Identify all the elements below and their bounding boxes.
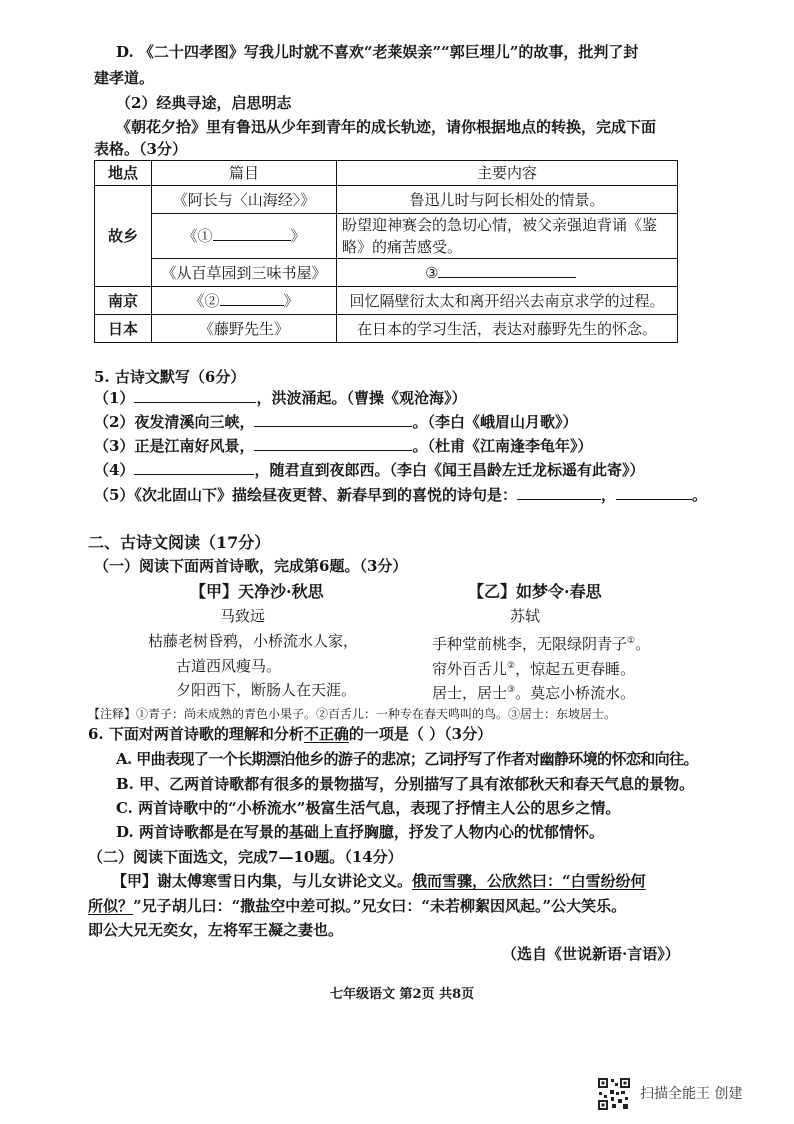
content-line: 盼望迎神赛会的急切心情，被父亲强迫背诵《鉴 (342, 216, 658, 234)
footnote-mark: ① (627, 636, 636, 646)
q5-blank4-input[interactable] (134, 460, 254, 475)
q5-line5-end: 。 (691, 486, 707, 504)
poem-b-line-end: 。莫忘小桥流水。 (515, 684, 636, 702)
page-footer: 七年级语文 第2页 共8页 (330, 987, 475, 1002)
q5-blank1-input[interactable] (134, 388, 256, 403)
place-nanjing: 南京 (95, 287, 152, 315)
q5-line3-text: （3）正是江南好风景， (94, 437, 255, 455)
passage-line1 (112, 871, 646, 891)
q5-line1-num: （1） (94, 389, 135, 407)
poem-a-author: 马致远 (220, 607, 266, 625)
q5-line2-text: （2）夜发清溪向三峡， (94, 413, 255, 431)
footnote-mark: ② (507, 661, 516, 671)
content-cell: 回忆隔壁衍太太和离开绍兴去南京求学的过程。 (337, 287, 678, 315)
chaohua-xishi-table (94, 160, 678, 343)
q5-line2 (94, 412, 577, 432)
q5-line5-comma: ， (600, 486, 616, 504)
content-line: 略》的痛苦感受。 (342, 238, 463, 256)
content-cell: 在日本的学习生活，表达对藤野先生的怀念。 (337, 315, 678, 343)
poem-a-title: 【甲】天净沙·秋思 (190, 582, 324, 601)
q6-option-d[interactable]: D. 两首诗歌都是在写景的基础上直抒胸臆，抒发了人物内心的忧郁情怀。 (116, 823, 604, 841)
q5-line5 (94, 485, 707, 505)
section-2-title: 二、古诗文阅读（17分） (88, 533, 271, 552)
header-content: 主要内容 (337, 161, 678, 186)
title-cell: 《阿长与〈山海经〉》 (152, 186, 337, 214)
header-place: 地点 (95, 161, 152, 186)
poem-b-line-text: 手种堂前桃李，无限绿阴青子 (432, 635, 628, 653)
title-open: 《② (189, 291, 220, 310)
q5-blank6-input[interactable] (616, 485, 692, 500)
qr-code-icon (597, 1077, 631, 1111)
q5-line4 (94, 460, 644, 480)
poem-b-line-text: 居士，居士 (432, 684, 508, 702)
option-d-line1: D. 《二十四孝图》写我儿时就不喜欢“老莱娱亲”“郭巨埋儿”的故事，批判了封 (116, 43, 639, 61)
table-row (95, 214, 678, 259)
passage-underlined: 所似？ (88, 897, 134, 915)
poem-a-line: 枯藤老树昏鸦，小桥流水人家， (148, 632, 359, 650)
q5-line3-source: 。（杜甫《江南逢李龟年》） (412, 437, 593, 455)
q5-line3 (94, 436, 592, 456)
q5-line1-text: ，洪波涌起。（曹操《观沧海》） (256, 389, 467, 407)
q6-stem-tail: 的一项是（ ）（3分） (348, 725, 493, 743)
q5-blank3-input[interactable] (254, 436, 412, 451)
table-row (95, 186, 678, 214)
title-blank-cell (152, 214, 337, 259)
poem-b-line-end: 。 (635, 635, 651, 653)
q5-title: 5. 古诗文默写（6分） (94, 368, 246, 386)
q6-option-c[interactable]: C. 两首诗歌中的“小桥流水”极富生活气息，表现了抒情主人公的思乡之情。 (116, 799, 621, 817)
title-cell: 《藤野先生》 (152, 315, 337, 343)
q6-option-b[interactable]: B. 甲、乙两首诗歌都有很多的景物描写，分别描写了具有浓郁秋天和春天气息的景物。 (116, 775, 695, 793)
q6-option-a[interactable]: A. 甲曲表现了一个长期漂泊他乡的游子的悲凉；乙词抒写了作者对幽静环境的怀恋和向往。 (116, 750, 698, 768)
poem-b-title: 【乙】如梦令·春思 (468, 582, 602, 601)
q5-line4-num: （4） (94, 461, 135, 479)
q5-line2-source: 。（李白《峨眉山月歌》） (412, 413, 578, 431)
title-close: 》 (283, 291, 299, 310)
footnote-mark: ③ (507, 685, 516, 695)
blank-3-mark: ③ (425, 263, 439, 282)
content-cell: 鲁迅儿时与阿长相处的情景。 (337, 186, 678, 214)
option-d-line2: 建孝道。 (94, 69, 155, 87)
title-close: 》 (290, 227, 306, 245)
poem-b-line (432, 631, 650, 654)
passage-text: 【甲】谢太傅寒雪日内集，与儿女讲论文义。 (112, 872, 413, 890)
table-intro-line2: 表格。（3分） (94, 140, 187, 158)
table-intro-line1: 《朝花夕拾》里有鲁迅从少年到青年的成长轨迹，请你根据地点的转换，完成下面 (116, 118, 657, 136)
q5-line5-text: （5）《次北固山下》描绘昼夜更替、新春早到的喜悦的诗句是： (94, 486, 517, 504)
poem-b-line-end: ，惊起五更春睡。 (515, 660, 636, 678)
poem-notes: 【注释】①青子：尚未成熟的青色小果子。②百舌儿：一种专在春天鸣叫的鸟。③居士：东坡居士。 (88, 707, 617, 721)
passage-underlined: 俄而雪骤，公欣然曰：“白雪纷纷何 (412, 872, 646, 890)
passage-text: ”兄子胡儿曰：“撒盐空中差可拟。”兄女曰：“未若柳絮因风起。”公大笑乐。 (133, 897, 627, 915)
q6-stem-text: 6. 下面对两首诗歌的理解和分析 (88, 725, 304, 743)
poem-b-line-text: 帘外百舌儿 (432, 660, 508, 678)
poem-b-line (432, 680, 635, 703)
q5-blank2-input[interactable] (254, 412, 412, 427)
passage-line3: 即公大兄无奕女，左将军王凝之妻也。 (88, 921, 344, 939)
content-blank-cell (337, 259, 678, 287)
title-open: 《① (182, 227, 213, 245)
passage-source: （选自《世说新语·言语》） (502, 945, 680, 963)
table-row (95, 315, 678, 343)
passage-line2 (88, 896, 626, 916)
scanner-watermark: 扫描全能王 创建 (640, 1086, 743, 1102)
part-1-title: （一）阅读下面两首诗歌，完成第6题。（3分） (94, 557, 408, 575)
q6-stem-emphasis: 不正确 (303, 725, 349, 743)
poem-a-line: 古道西风瘦马。 (176, 657, 282, 675)
content-cell (337, 214, 678, 259)
table-row (95, 287, 678, 315)
poem-b-author: 苏轼 (510, 607, 541, 625)
header-title: 篇目 (152, 161, 337, 186)
poem-b-line (432, 656, 635, 679)
q6-stem (88, 724, 492, 744)
q5-line1 (94, 388, 466, 408)
blank-1-input[interactable] (213, 226, 291, 241)
place-hometown: 故乡 (95, 186, 152, 287)
q5-blank5-input[interactable] (517, 485, 601, 500)
place-japan: 日本 (95, 315, 152, 343)
title-blank-cell (152, 287, 337, 315)
poem-a-line: 夕阳西下，断肠人在天涯。 (176, 681, 357, 699)
title-cell: 《从百草园到三味书屋》 (152, 259, 337, 287)
part-2-title: （二）阅读下面选文，完成7—10题。（14分） (88, 848, 403, 866)
blank-3-input[interactable] (438, 263, 576, 278)
subquestion-2-title: （2）经典寻途，启思明志 (116, 94, 292, 112)
table-row (95, 259, 678, 287)
q5-line4-text: ，随君直到夜郎西。（李白《闻王昌龄左迁龙标遥有此寄》） (254, 461, 645, 479)
table-header-row (95, 161, 678, 186)
blank-2-input[interactable] (220, 291, 284, 306)
